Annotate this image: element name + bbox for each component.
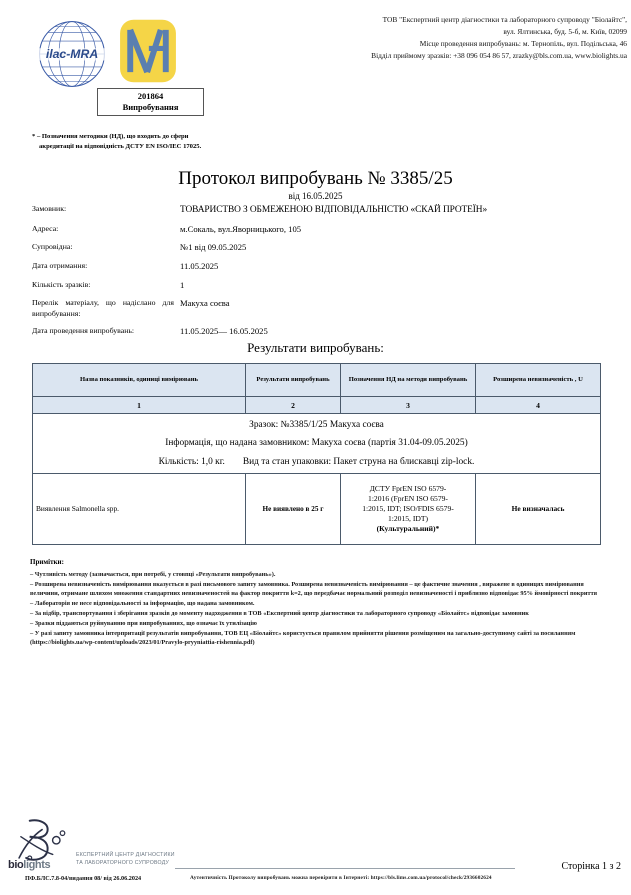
table-header-expanded-uncertainty: Розширена невизначеність , U [476, 364, 601, 397]
asterisk-footnote [32, 132, 292, 152]
table-header-row [33, 364, 601, 397]
note-item: – Чутливість методу (зазначається, при потребі, у стовпці «Результати випробувань»). [30, 571, 276, 578]
nd-line-4: 1:2015, IDT) [387, 513, 429, 523]
column-number-3: 3 [341, 397, 476, 414]
table-row-sample-info [33, 414, 601, 474]
meta-label-receipt-date: Дата отримання: [32, 261, 88, 271]
note-item: – Лабораторія не несе відповідальності за інформацію, що надана замовником. [30, 599, 255, 607]
org-line-1: ТОВ "Експертний центр діагностики та лабораторного супроводу "Біолайтс", [382, 15, 627, 24]
meta-row-sample-count [32, 280, 602, 291]
org-line-3: Місце проведення випробувань: м. Тернопіль, вул. Подільська, 46 [419, 38, 627, 48]
note-item: – За відбір, транспортування і зберігання зразків до моменту надходження в ТОВ «Експертний центр діагностики та лабораторного супроводу «Біолайтс» відповідає замовник [30, 609, 529, 617]
meta-label-address: Адреса: [32, 223, 59, 233]
row-nd-method [341, 473, 476, 544]
footer-org-line-1: ЕКСПЕРТНИЙ ЦЕНТР ДІАГНОСТИКИ [76, 852, 175, 858]
meta-value-test-period: 11.05.2025— 16.05.2025 [180, 326, 268, 337]
certificate-number-box [97, 88, 204, 116]
meta-label-material-list: Перелік матеріалу, що надіслано для випробування: [32, 298, 174, 318]
meta-value-receipt-date: 11.05.2025 [180, 261, 219, 272]
metadata-fields [32, 204, 602, 345]
footer-document-code: ПФ.БЛС.7.8-04/видання 08/ від 26.06.2024 [25, 875, 142, 882]
footer-page-number: Сторінка 1 з 2 [561, 861, 621, 872]
sample-info-line-2: Інформація, що надана замовником: Макуха соєва (партія 31.04-09.05.2025) [165, 438, 468, 449]
meta-label-customer: Замовник: [32, 204, 67, 213]
naau-accreditation-logo-icon [118, 18, 178, 84]
footer-verification-text: Аутентичність Протоколу випробувань можна перевірити в Інтернеті: https://bls.lims.com.ua/protocol/check/2936602624 [190, 875, 492, 881]
footer-org-name [76, 851, 175, 868]
meta-value-cover-letter: №1 від 09.05.2025 [180, 242, 247, 253]
row-test-result: Не виявлено в 25 г [246, 473, 341, 544]
sample-info-line-1: Зразок: №3385/1/25 Макуха соєва [249, 420, 384, 430]
footer-brand-bio: bio [8, 859, 24, 871]
footer-divider [175, 868, 515, 869]
nd-line-5: (Культуральний)* [376, 524, 440, 533]
column-number-4: 4 [476, 397, 601, 414]
table-column-number-row [33, 397, 601, 414]
table-header-indicator-name: Назва показників, одиниці вимірювань [33, 364, 246, 397]
column-number-1: 1 [33, 397, 246, 414]
meta-row-material-list [32, 298, 602, 318]
sample-quantity: Кількість: 1,0 кг. [158, 456, 225, 467]
meta-row-receipt-date [32, 261, 602, 272]
table-row [33, 473, 601, 544]
meta-row-cover-letter [32, 242, 602, 253]
row-uncertainty: Не визначалась [476, 473, 601, 544]
nd-line-3: 1:2015, IDT; ISO/FDIS 6579- [362, 503, 454, 513]
sample-info-cell [33, 414, 601, 474]
notes-title: Примітки: [30, 558, 64, 566]
meta-row-test-period [32, 326, 602, 337]
sample-packaging: Вид та стан упаковки: Пакет струна на блискавці zip-lock. [242, 456, 475, 467]
footer-org-line-2: ТА ЛАБОРАТОРНОГО СУПРОВОДУ [76, 860, 170, 867]
asterisk-footnote-line-2: акредитації на відповідність ДСТУ EN ISO/IEC 17025. [39, 143, 202, 151]
table-header-nd-method: Позначення НД на методи випробувань [341, 364, 476, 397]
page-title: Протокол випробувань № 3385/25 [178, 168, 453, 189]
nd-line-2: 1:2016 (FprEN ISO 6579- [368, 493, 448, 503]
footer-brand-lights: lights [23, 859, 51, 871]
note-item: – У разі запиту замовника інтерпритації результатів випробування, ТОВ ЕЦ «Біолайтс» користується правилом прийняття рішення розміщеним на загально-доступному сайті за посиланням (https://biolights.ua/wp-content/uploads/2023/01/Pravylo-pryyniattia-rishennia.pdf) [30, 629, 576, 646]
notes-list [30, 571, 600, 648]
document-footer [0, 815, 631, 895]
asterisk-footnote-line-1: * – Позначення методики (НД), що входить до сфери [32, 133, 189, 140]
document-date: від 16.05.2025 [288, 191, 343, 201]
document-header [0, 0, 631, 125]
row-indicator-name: Виявлення Salmonella spp. [33, 473, 246, 544]
meta-label-sample-count: Кількість зразків: [32, 279, 91, 289]
meta-label-cover-letter: Супровідна: [32, 242, 73, 252]
organization-contact-block [285, 14, 627, 62]
footer-brand [8, 859, 50, 871]
certificate-number: 201864 [137, 91, 164, 101]
org-line-4: Відділ приймому зразків: +38 096 054 86 57, zrazky@bls.com.ua, www.biolights.ua [371, 50, 627, 60]
column-number-2: 2 [246, 397, 341, 414]
meta-row-customer [32, 204, 602, 216]
nd-line-1: ДСТУ FprEN ISO 6579- [369, 483, 447, 493]
results-heading: Результати випробувань: [247, 340, 384, 355]
meta-value-sample-count: 1 [180, 279, 185, 290]
notes-section [30, 558, 600, 649]
meta-value-address: м.Сокаль, вул.Яворницького, 105 [180, 223, 302, 234]
meta-row-address [32, 224, 602, 235]
results-table [32, 363, 601, 545]
sample-info-line-3 [36, 453, 597, 471]
svg-text:ilac-MRA: ilac-MRA [45, 46, 99, 61]
note-item: – Зразки піддаються руйнуванню при випробуваннях, що означає їх утилізацію [30, 619, 257, 627]
meta-value-material-list: Макуха соєва [180, 298, 230, 309]
certificate-label: Випробування [122, 101, 179, 112]
ilac-mra-logo-icon [36, 18, 108, 90]
note-item: – Розширена невизначеність вимірювання вказується в разі письмового запиту замовника. Розширена невизначеність вимірювання – це фактичне значення , виражене в одиницях вимірювання величини, отримане шляхом множення стандартних невизначеностей на фактор покриття k=2, що передбачає нормальний розподіл невизначеності і приблизно відповідає 95% ймовірності покриття [30, 580, 598, 597]
org-line-2: вул. Ялтинська, буд. 5-б, м. Київ, 02099 [503, 26, 627, 36]
meta-label-test-period: Дата проведення випробувань: [32, 326, 135, 336]
table-header-test-results: Результати випробувань [246, 364, 341, 397]
meta-value-customer: ТОВАРИСТВО З ОБМЕЖЕНОЮ ВІДПОВІДАЛЬНІСТЮ «СКАЙ ПРОТЕЇН» [180, 205, 488, 215]
